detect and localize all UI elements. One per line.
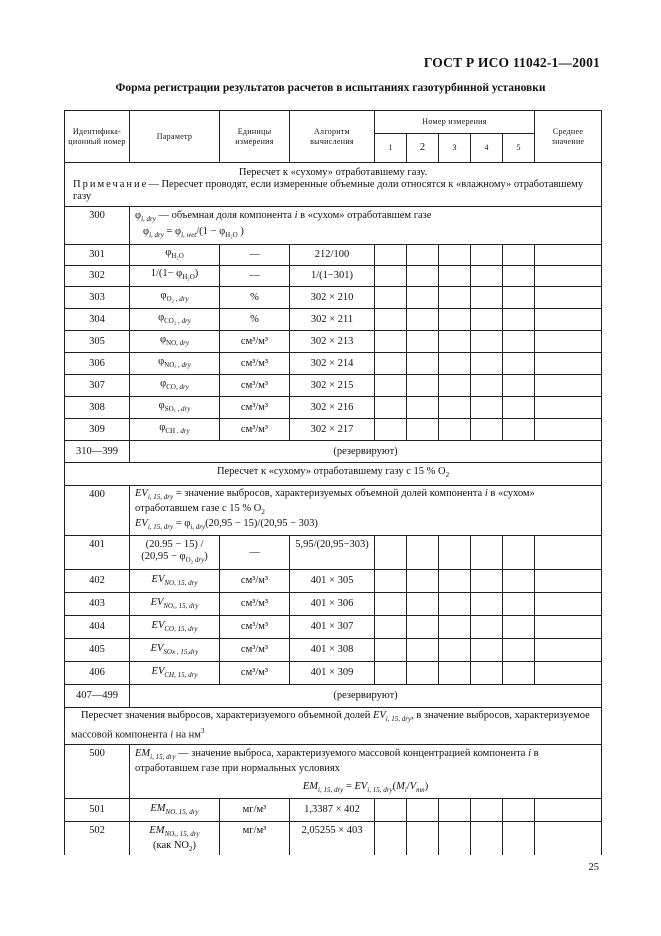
- row-algo: 302 × 216: [290, 397, 375, 419]
- note-label: Примечание: [73, 178, 149, 190]
- row-algo: 401 × 308: [290, 639, 375, 662]
- row-units: см³/м³: [220, 593, 290, 616]
- row-id: 308: [65, 397, 130, 419]
- note-text: — Пересчет проводят, если измеренные объемные доли относятся к «влажному» отработавшему газу: [73, 178, 584, 202]
- results-table: [64, 110, 602, 855]
- row-id: 300: [65, 207, 130, 245]
- row-units: см³/м³: [220, 662, 290, 685]
- row-id: 406: [65, 662, 130, 685]
- row-units: %: [220, 287, 290, 309]
- row-id: 310—399: [65, 441, 130, 463]
- row-units: см³/м³: [220, 419, 290, 441]
- table-row: [65, 419, 602, 441]
- page-number: 25: [588, 862, 599, 873]
- row-id: 306: [65, 353, 130, 375]
- row-id: 400: [65, 486, 130, 536]
- table-row: [65, 309, 602, 331]
- row-param: (20.95 − 15) / $(20,95 - \varphi_{O_2 dry})$: [130, 536, 220, 570]
- section-header-dry-15: Пересчет к «сухому» отработавшему газу с 15 % $O_2$: [65, 463, 602, 486]
- row-units: см³/м³: [220, 639, 290, 662]
- row-id: 304: [65, 309, 130, 331]
- table-row: [65, 375, 602, 397]
- row-id: 501: [65, 799, 130, 822]
- row-id: 303: [65, 287, 130, 309]
- row-id: 309: [65, 419, 130, 441]
- reserve-row: [65, 441, 602, 463]
- row-param: $EV_{CO, 15, dry}$: [130, 616, 220, 639]
- row-param: $\varphi_{NO, dry}$: [130, 331, 220, 353]
- col-header-n4: 4: [471, 134, 503, 163]
- reserve-text: (резервируют): [130, 685, 602, 708]
- table-row: [65, 536, 602, 570]
- row-units: см³/м³: [220, 375, 290, 397]
- col-header-algo: Алгоритм вычисления: [290, 111, 375, 163]
- row-id: 403: [65, 593, 130, 616]
- table-row: [65, 593, 602, 616]
- row-param: $\varphi_{CH , dry}$: [130, 419, 220, 441]
- row-algo: 401 × 306: [290, 593, 375, 616]
- col-header-measurement: Номер измерения: [375, 111, 535, 134]
- row-algo: 1,3387 × 402: [290, 799, 375, 822]
- table-row: [65, 822, 602, 856]
- row-algo: 401 × 307: [290, 616, 375, 639]
- col-header-n2: 2: [407, 134, 439, 163]
- row-units: см³/м³: [220, 616, 290, 639]
- table-row: [65, 570, 602, 593]
- row-id: 405: [65, 639, 130, 662]
- reserve-text: (резервируют): [130, 441, 602, 463]
- col-header-id: Идентифика-ционный номер: [65, 111, 130, 163]
- row-units: см³/м³: [220, 570, 290, 593]
- row-param: $\varphi_{CO, dry}$: [130, 375, 220, 397]
- row-algo: 302 × 214: [290, 353, 375, 375]
- row-param: $EV_{NO, 15, dry}$: [130, 570, 220, 593]
- row-algo: 2,05255 × 403: [290, 822, 375, 856]
- row-algo: 401 × 309: [290, 662, 375, 685]
- row-param: $1/(1- \varphi_{H_2O})$: [130, 266, 220, 287]
- table-row: [65, 639, 602, 662]
- table-row: [65, 397, 602, 419]
- row-param: $EV_{CH, 15, dry}$: [130, 662, 220, 685]
- row-500-desc: $EM_{i, 15, dry}$ — значение выброса, характеризуемого массовой концентрацией компонента i в отработавшем газе при нормальных условиях $EM_{i, 15, dry} = EV_{i, 15, dry}(M_i/V_{mn})$: [130, 744, 602, 798]
- col-header-n5: 5: [503, 134, 535, 163]
- row-units: —: [220, 536, 290, 570]
- row-algo: 5,95/(20,95−303): [290, 536, 375, 570]
- row-param: $EM_{NO_x, 15, dry}$ (как $NO_2$): [130, 822, 220, 856]
- row-units: мг/м³: [220, 799, 290, 822]
- row-units: мг/м³: [220, 822, 290, 856]
- col-header-units: Единицы измерения: [220, 111, 290, 163]
- table-row: [65, 331, 602, 353]
- row-algo: 302 × 217: [290, 419, 375, 441]
- row-300-desc: $\varphi_{i, dry}$ — объемная доля компонента i в «сухом» отработавшем газе $\varphi_{i, dry} = \varphi_{i, wet}/(1 - \varphi_{H_2O}$ ): [130, 207, 602, 245]
- row-id: 401: [65, 536, 130, 570]
- table-row: [65, 245, 602, 266]
- row-id: 500: [65, 744, 130, 798]
- col-header-n3: 3: [439, 134, 471, 163]
- row-algo: 302 × 210: [290, 287, 375, 309]
- row-param: $\varphi_{O_2 , dry}$: [130, 287, 220, 309]
- col-header-param: Параметр: [130, 111, 220, 163]
- row-param: $\varphi_{NO_x , dry}$: [130, 353, 220, 375]
- table-row: [65, 266, 602, 287]
- row-param: $\varphi_{SO_x , dry}$: [130, 397, 220, 419]
- reserve-row: [65, 685, 602, 708]
- row-id: 502: [65, 822, 130, 856]
- table-row: [65, 616, 602, 639]
- row-id: 301: [65, 245, 130, 266]
- row-algo: 212/100: [290, 245, 375, 266]
- row-units: см³/м³: [220, 397, 290, 419]
- row-id: 302: [65, 266, 130, 287]
- row-algo: 302 × 215: [290, 375, 375, 397]
- row-400-desc: $EV_{i, 15, dry}$ = значение выбросов, характеризуемых объемной долей компонента i в «сухом» отработавшем газе с 15 % $O_2$ $EV_{i, 15, dry} = \varphi_{i, dry}(20,95 - 15)/(20,95 - 303)$: [130, 486, 602, 536]
- standard-number: ГОСТ Р ИСО 11042-1—2001: [423, 55, 600, 70]
- row-param: $EM_{NO, 15, dry}$: [130, 799, 220, 822]
- row-units: —: [220, 245, 290, 266]
- row-algo: 1/(1−301): [290, 266, 375, 287]
- row-id: 407—499: [65, 685, 130, 708]
- table-row: [65, 799, 602, 822]
- col-header-n1: 1: [375, 134, 407, 163]
- table-row: [65, 662, 602, 685]
- row-algo: 302 × 211: [290, 309, 375, 331]
- section-header-dry: Пересчет к «сухому» отработавшему газу. Примечание— Пересчет проводят, если измеренные объемные доли относятся к «влажному» отработавшему газу: [65, 163, 602, 207]
- row-units: см³/м³: [220, 331, 290, 353]
- row-param: $EV_{NO_x, 15, dry}$: [130, 593, 220, 616]
- row-param: $\varphi_{H_2O}$: [130, 245, 220, 266]
- row-id: 305: [65, 331, 130, 353]
- row-units: см³/м³: [220, 353, 290, 375]
- row-algo: 302 × 213: [290, 331, 375, 353]
- row-units: %: [220, 309, 290, 331]
- row-units: —: [220, 266, 290, 287]
- row-id: 307: [65, 375, 130, 397]
- col-header-average: Среднее значение: [535, 111, 602, 163]
- section-header-mass: Пересчет значения выбросов, характеризуемого объемной долей $EV_{i, 15, dry}$, в значение выбросов, характеризуемое массовой компонента i на $нм^3$: [65, 708, 602, 745]
- row-id: 404: [65, 616, 130, 639]
- row-id: 402: [65, 570, 130, 593]
- row-param: $\varphi_{CO_2 , dry}$: [130, 309, 220, 331]
- table-row: [65, 353, 602, 375]
- row-algo: 401 × 305: [290, 570, 375, 593]
- table-row: [65, 287, 602, 309]
- page-title: Форма регистрации результатов расчетов в испытаниях газотурбинной установки: [115, 82, 546, 94]
- row-param: $EV_{SOx , 15,dry}$: [130, 639, 220, 662]
